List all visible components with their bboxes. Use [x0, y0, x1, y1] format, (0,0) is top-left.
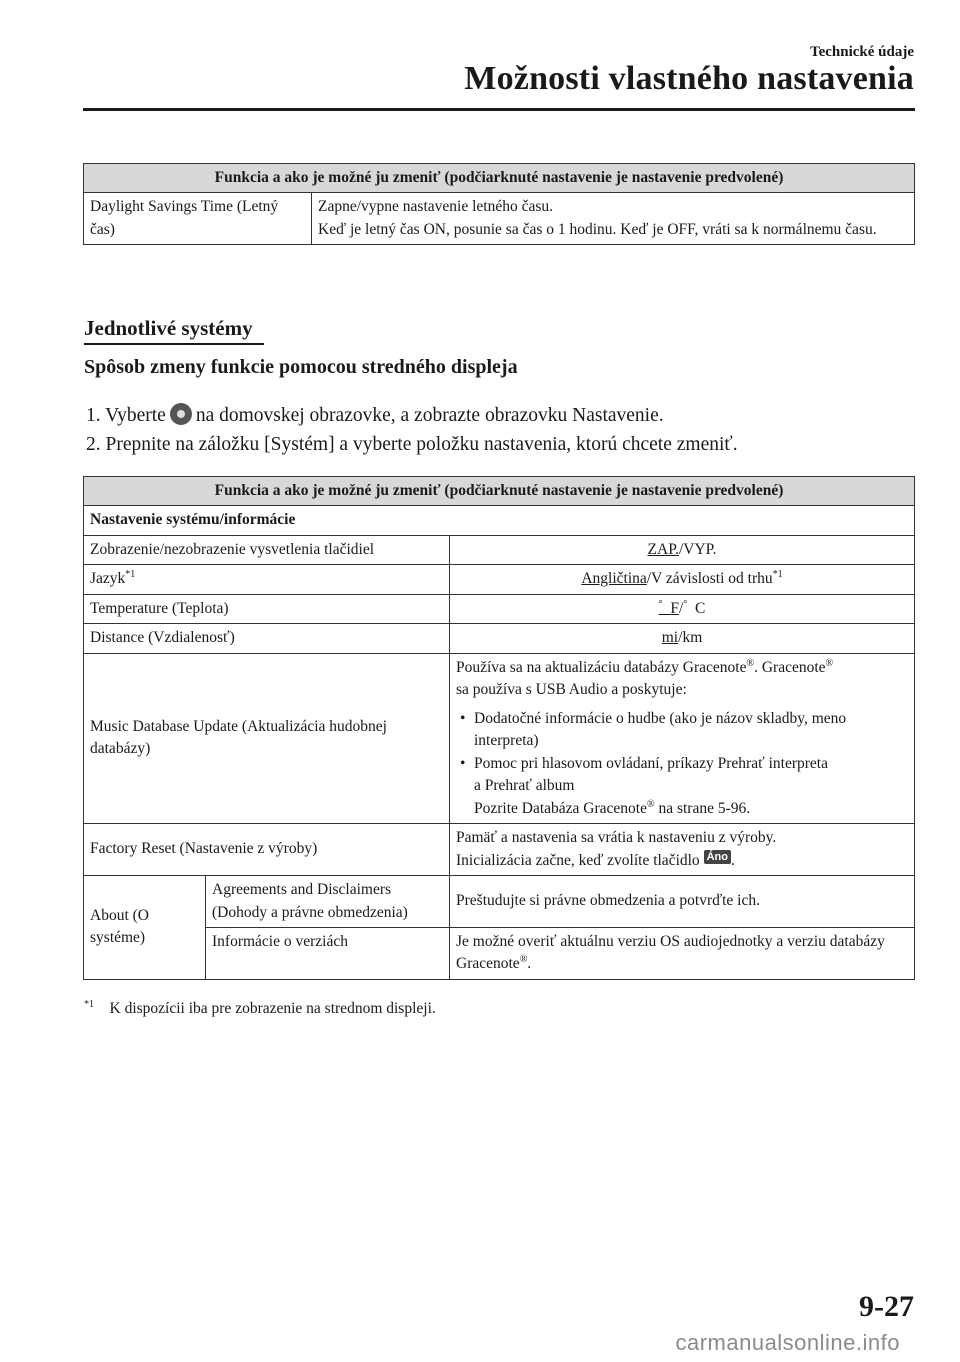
- settings-table-daylight: [83, 163, 915, 245]
- setting-subname: Informácie o verziách: [206, 927, 450, 979]
- setting-description: Je možné overiť aktuálnu verziu OS audiojednotky a verziu databázy Gracenote®.: [450, 927, 915, 979]
- table-row: [84, 927, 915, 979]
- setting-description: Preštudujte si právne obmedzenia a potvrďte ich.: [450, 876, 915, 928]
- page-number: 9-27: [859, 1290, 914, 1323]
- setting-value: Angličtina/V závislosti od trhu$^{*1}$: [450, 565, 915, 594]
- list-item: • Dodatočné informácie o hudbe (ako je názov skladby, meno interpreta): [456, 708, 908, 753]
- default-value: ZAP.: [647, 540, 679, 558]
- setting-name: Music Database Update (Aktualizácia hudobnej databázy): [84, 653, 450, 823]
- footnote-ref: *1: [772, 569, 783, 581]
- step-1: [86, 403, 664, 427]
- table-row: [84, 193, 915, 245]
- footnote-ref: *1: [125, 569, 136, 581]
- step-text: Vyberte: [105, 405, 166, 426]
- setting-name: Zobrazenie/nezobrazenie vysvetlenia tlačidiel: [84, 535, 450, 564]
- setting-name: About (O systéme): [84, 876, 206, 980]
- setting-description: Pamäť a nastavenia sa vrátia k nastaveniu z výroby. Inicializácia začne, keď zvolíte tlačidlo Áno .: [450, 824, 915, 876]
- step-number: 2.: [86, 434, 101, 455]
- footnote-mark: *1: [84, 998, 94, 1010]
- list-item: • Pomoc pri hlasovom ovládaní, príkazy Prehrať interpreta a Prehrať album Pozrite Databáza Gracenote® na strane 5-96.: [456, 753, 908, 820]
- table-row: [84, 876, 915, 928]
- setting-value: mi/km: [450, 624, 915, 653]
- table-row: [84, 653, 915, 823]
- table-row: [84, 594, 915, 623]
- table-header-row: [84, 477, 915, 506]
- step-2: [86, 434, 738, 456]
- table-header: Funkcia a ako je možné ju zmeniť (podčiarknuté nastavenie je nastavenie predvolené): [84, 477, 915, 506]
- step-text: na domovskej obrazovke, a zobrazte obrazovku Nastavenie.: [195, 405, 664, 426]
- header-divider: [83, 108, 915, 111]
- setting-value: ZAP./VYP.: [450, 535, 915, 564]
- section-heading-underline: [84, 343, 264, 345]
- table-group-row: [84, 506, 915, 535]
- setting-name: Daylight Savings Time (Letný čas): [84, 193, 312, 245]
- footnote-text: K dispozícii iba pre zobrazenie na strednom displeji.: [109, 1000, 436, 1017]
- table-group-label: Nastavenie systému/informácie: [84, 506, 915, 535]
- setting-subname: Agreements and Disclaimers (Dohody a právne obmedzenia): [206, 876, 450, 928]
- table-row: [84, 535, 915, 564]
- setting-description: Používa sa na aktualizáciu databázy Gracenote®. Gracenote® sa používa s USB Audio a poskytuje: • Dodatočné informácie o hudbe (ako je názov skladby, meno interpreta) • Pomoc pri hlasovom ovládaní, príkazy Prehrať interpreta a Prehrať album Pozrite Databáza Gracenote® na strane 5-96.: [450, 653, 915, 823]
- step-text: Prepnite na záložku [Systém] a vyberte položku nastavenia, ktorú chcete zmeniť.: [105, 434, 738, 455]
- setting-value: ° F/° C: [450, 594, 915, 623]
- bullet-list: [456, 708, 908, 820]
- step-number: 1.: [86, 405, 101, 426]
- default-value: Angličtina: [581, 570, 647, 588]
- setting-name: Factory Reset (Nastavenie z výroby): [84, 824, 450, 876]
- table-row: [84, 624, 915, 653]
- setting-name: Jazyk$^{*1}$: [84, 565, 450, 594]
- description-line: Zapne/vypne nastavenie letného času.: [318, 198, 553, 216]
- settings-gear-icon: [170, 403, 192, 425]
- page-title: Možnosti vlastného nastavenia: [464, 60, 914, 97]
- setting-description: [312, 193, 915, 245]
- subsection-heading: Spôsob zmeny funkcie pomocou stredného displeja: [84, 356, 518, 378]
- section-label: Technické údaje: [809, 44, 914, 60]
- table-row: [84, 824, 915, 876]
- table-header-row: [84, 164, 915, 193]
- setting-name: Temperature (Teplota): [84, 594, 450, 623]
- settings-table-system: [83, 476, 915, 980]
- description-line: Keď je letný čas ON, posunie sa čas o 1 hodinu. Keď je OFF, vráti sa k normálnemu času.: [318, 220, 877, 238]
- ano-button-icon: Áno: [704, 850, 731, 864]
- table-header: Funkcia a ako je možné ju zmeniť (podčiarknuté nastavenie je nastavenie predvolené): [84, 164, 915, 193]
- table-row: [84, 565, 915, 594]
- section-heading: Jednotlivé systémy: [84, 316, 253, 340]
- default-value: ° F: [658, 598, 679, 617]
- setting-name: Distance (Vzdialenosť): [84, 624, 450, 653]
- watermark: carmanualsonline.info: [675, 1330, 900, 1355]
- default-value: mi: [661, 629, 679, 647]
- footnote: [84, 1000, 436, 1018]
